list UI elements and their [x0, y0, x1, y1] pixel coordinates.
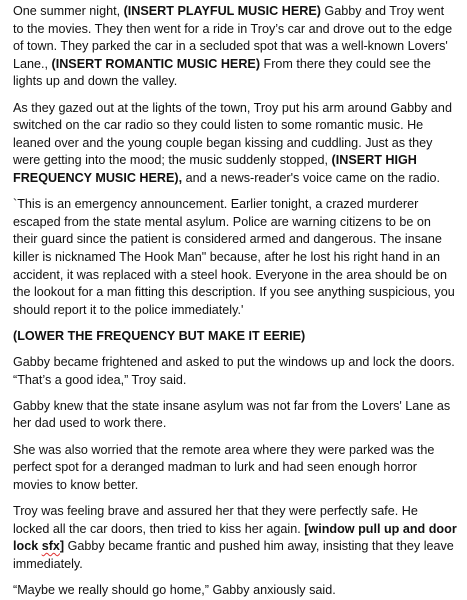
direction-lower-frequency: (LOWER THE FREQUENCY BUT MAKE IT EERIE)	[13, 328, 306, 343]
paragraph-8-text-b: Gabby became frantic and pushed him away, insisting that they leave immediately.	[13, 539, 454, 571]
spellcheck-underlined-word: sfx	[41, 539, 60, 554]
music-cue-romantic: (INSERT ROMANTIC MUSIC HERE)	[51, 56, 261, 71]
paragraph-1-text-c: From there they could see the lights up and down the valley.	[13, 56, 431, 89]
paragraph-2-text-a: As they gazed out at the lights of the town, Troy put his arm around Gabby and switched on the car radio so they could listen to some romantic music. He leaned over and the young couple began kissing and cuddling. Just as they were getting into the mood; the music suddenly stopped,	[13, 100, 452, 168]
paragraph-2-text-b: and a news-reader's voice came on the radio.	[182, 170, 441, 185]
music-cue-playful: (INSERT PLAYFUL MUSIC HERE)	[123, 4, 321, 18]
paragraph-8-text-a: Troy was feeling brave and assured her that they were perfectly safe. He locked all the car doors, then tried to kiss her again.	[13, 504, 418, 536]
sfx-cue-text-a: [window pull up and door lock	[13, 521, 457, 554]
paragraph-1-text-a: One summer night,	[13, 4, 124, 18]
paragraph-6: Gabby knew that the state insane asylum was not far from the Lovers' Lane as her dad used to work there.	[13, 398, 451, 431]
paragraph-2	[13, 100, 457, 188]
paragraph-1-text-b: Gabby and Troy went to the movies. They then went for a ride in Troy’s car and drove out to the edge of town. They parked the car in a secluded spot that was a well-known Lovers' Lane.,	[13, 4, 453, 71]
paragraph-7: She was also worried that the remote area where they were parked was the perfect spot for a deranged madman to lurk and had seen enough horror movies to know better.	[13, 442, 435, 492]
paragraph-9: “Maybe we really should go home,” Gabby anxiously said.	[13, 582, 336, 597]
sfx-cue-text-c: ]	[59, 539, 65, 554]
paragraph-8	[13, 503, 457, 573]
paragraph-announcement: `This is an emergency announcement. Earlier tonight, a crazed murderer escaped from the state mental asylum. Police are warning citizens to be on their guard since the patient is considered armed and dangerous. The insane killer is nicknamed The Hook Man" because, after he lost his right hand in an accident, it was replaced with a steel hook. Everyone in the area should be on the lookout for a man fitting this description. If you see anything suspicious, you should report it to the police immediately.'	[13, 197, 455, 317]
paragraph-5: Gabby became frightened and asked to put the windows up and lock the doors. “That’s a good idea,” Troy said.	[13, 355, 455, 387]
paragraph-1	[13, 3, 457, 91]
music-cue-high-frequency: (INSERT HIGH FREQUENCY MUSIC HERE),	[13, 153, 417, 185]
